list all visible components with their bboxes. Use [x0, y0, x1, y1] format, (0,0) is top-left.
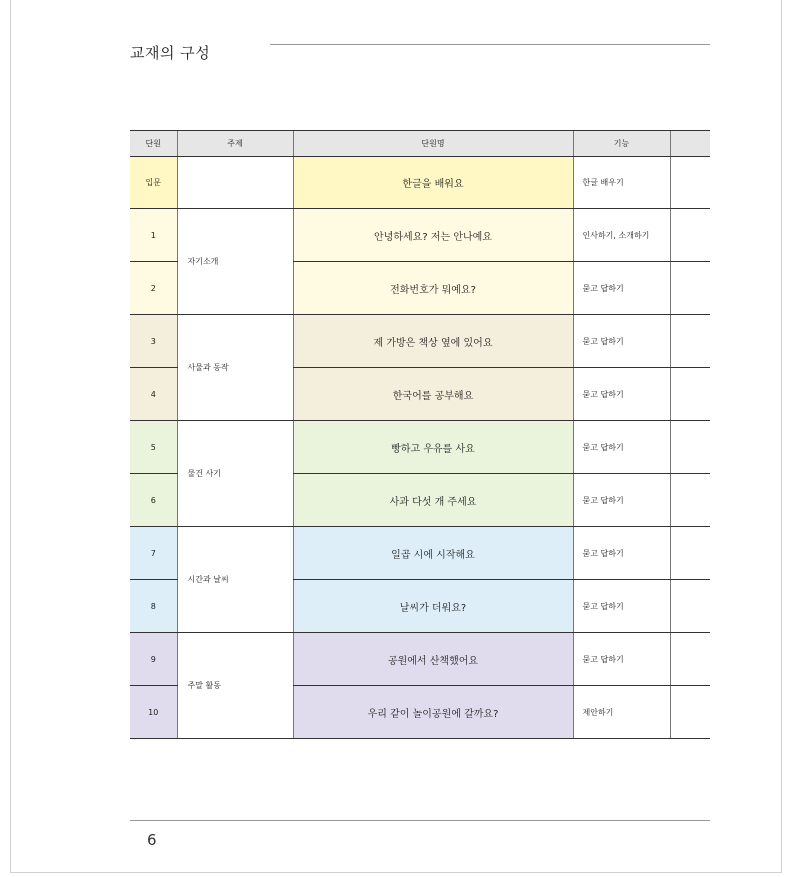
curriculum-table — [130, 130, 710, 739]
function-cell: 인사하기, 소개하기 — [573, 209, 670, 262]
unit-title-cell: 한국어를 공부해요 — [293, 368, 573, 421]
table-row — [130, 421, 710, 474]
page-title: 교재의 구성 — [130, 44, 211, 62]
unit-cell: 6 — [130, 474, 177, 527]
function-cell: 한글 배우기 — [573, 157, 670, 209]
blank-cell — [670, 527, 710, 580]
unit-title-cell: 우리 같이 놀이공원에 갈까요? — [293, 686, 573, 739]
header-blank — [670, 131, 710, 157]
blank-cell — [670, 580, 710, 633]
function-cell: 묻고 답하기 — [573, 368, 670, 421]
unit-cell: 1 — [130, 209, 177, 262]
function-cell: 묻고 답하기 — [573, 474, 670, 527]
blank-cell — [670, 368, 710, 421]
header-theme: 주제 — [177, 131, 293, 157]
unit-cell: 9 — [130, 633, 177, 686]
blank-cell — [670, 262, 710, 315]
header-function: 기능 — [573, 131, 670, 157]
blank-cell — [670, 209, 710, 262]
table-row — [130, 527, 710, 580]
unit-title-cell: 빵하고 우유를 사요 — [293, 421, 573, 474]
function-cell: 묻고 답하기 — [573, 262, 670, 315]
unit-title-cell: 사과 다섯 개 주세요 — [293, 474, 573, 527]
table-row — [130, 315, 710, 368]
unit-cell: 10 — [130, 686, 177, 739]
header-unit: 단원 — [130, 131, 177, 157]
table-row — [130, 633, 710, 686]
unit-cell: 3 — [130, 315, 177, 368]
unit-cell: 2 — [130, 262, 177, 315]
unit-cell: 입문 — [130, 157, 177, 209]
function-cell: 묻고 답하기 — [573, 633, 670, 686]
table-header-row — [130, 131, 710, 157]
table-row — [130, 209, 710, 262]
unit-title-cell: 한글을 배워요 — [293, 157, 573, 209]
blank-cell — [670, 686, 710, 739]
header-title: 단원명 — [293, 131, 573, 157]
unit-title-cell: 전화번호가 뭐예요? — [293, 262, 573, 315]
title-rule — [270, 44, 710, 45]
unit-cell: 4 — [130, 368, 177, 421]
unit-title-cell: 날씨가 더워요? — [293, 580, 573, 633]
unit-cell: 7 — [130, 527, 177, 580]
function-cell: 묻고 답하기 — [573, 527, 670, 580]
table-row — [130, 157, 710, 209]
function-cell: 묻고 답하기 — [573, 580, 670, 633]
unit-title-cell: 일곱 시에 시작해요 — [293, 527, 573, 580]
unit-title-cell: 안녕하세요? 저는 안나예요 — [293, 209, 573, 262]
blank-cell — [670, 157, 710, 209]
function-cell: 제안하기 — [573, 686, 670, 739]
theme-cell — [177, 157, 293, 209]
function-cell: 묻고 답하기 — [573, 421, 670, 474]
theme-cell: 사물과 동작 — [177, 315, 293, 421]
blank-cell — [670, 474, 710, 527]
theme-cell: 주말 활동 — [177, 633, 293, 739]
unit-title-cell: 공원에서 산책했어요 — [293, 633, 573, 686]
unit-cell: 5 — [130, 421, 177, 474]
page-number: 6 — [147, 831, 157, 849]
theme-cell: 물건 사기 — [177, 421, 293, 527]
blank-cell — [670, 421, 710, 474]
theme-cell: 자기소개 — [177, 209, 293, 315]
footer-rule — [130, 820, 710, 821]
theme-cell: 시간과 날씨 — [177, 527, 293, 633]
function-cell: 묻고 답하기 — [573, 315, 670, 368]
unit-cell: 8 — [130, 580, 177, 633]
unit-title-cell: 제 가방은 책상 옆에 있어요 — [293, 315, 573, 368]
blank-cell — [670, 633, 710, 686]
blank-cell — [670, 315, 710, 368]
